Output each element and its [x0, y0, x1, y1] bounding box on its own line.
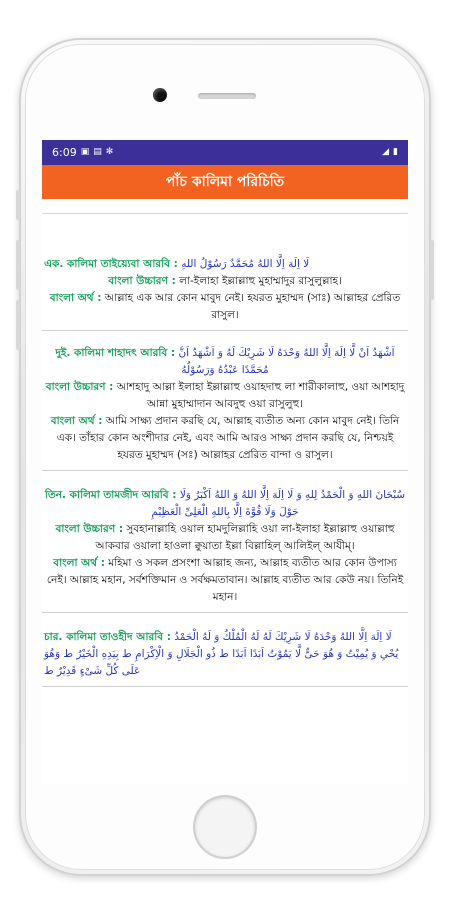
kalima-card-4[interactable]: [42, 613, 408, 687]
app-title: পাঁচ কালিমা পরিচিতি: [165, 174, 285, 190]
app-screen: [42, 140, 408, 784]
kalima-title: তিন. কালিমা তামজীদ আরবি :: [44, 489, 177, 501]
settings-notification-icon: ✻: [105, 147, 114, 157]
volume-up-button: [16, 240, 20, 290]
pronunciation-text: আশহাদু আল্লা ইলাহা ইল্লাল্লাহু ওয়াহদাহু লা শারীকালাহু, ওয়া আশহাদু আন্না মুহাম্মাদান আবদুহু ওয়া রাসুলুহু।: [116, 381, 405, 410]
pronunciation-text: সুবহানাল্লাহি ওয়াল হামদুলিল্লাহি ওয়া লা-ইলাহা ইল্লাল্লাহু ওয়াল্লাহু আকবার ওয়ালা হাওলা ক্বুয়াতা ইল্লা বিল্লাহিল্ আলিইল্ আযীম্।: [95, 523, 395, 552]
front-camera: [153, 88, 167, 102]
meaning-label: বাংলা অর্থ :: [53, 557, 105, 569]
pronunciation-text: লা-ইলাহা ইল্লাল্লাহু মুহাম্মাদুর রাসুলুল্লাহ।: [179, 275, 342, 287]
status-time: 6:09: [52, 146, 77, 159]
kalima-list[interactable]: [42, 199, 408, 784]
pronunciation-label: বাংলা উচ্চারণ :: [108, 275, 176, 287]
status-bar: [42, 140, 408, 165]
mute-switch: [16, 190, 20, 220]
app-bar: [42, 165, 408, 199]
earpiece-speaker: [198, 93, 256, 99]
meaning-text: আমি সাক্ষ্য প্রদান করছি যে, আল্লাহ ব্যতীত অন্য কোন মাবুদ নেই। তিনি এক। তাঁহার কোন অংশীদার নেই, এবং আমি আরও সাক্ষ্য প্রদান করছি যে, নিশ্চয়ই হযরত মুহাম্মদ (সঃ) আল্লাহর প্রেরিত বান্দা ও রাসুল।: [56, 415, 400, 461]
kalima-arabic: لَا اِلَهَ اِلَّا اللهُ وَحْدَهُ لَا شَرِيْكَ لَهُ لَهُ الْمُلْكُ وَ لَهُ الْحَمْدُ يُحْىِ وَ يُمِيْتُ وَ هُوَ حَىٌّ لَّا يَمُوْتُ اَبَدًا اَبَدًا ط ذُو الْجَلَالِ وَ الْاِكْرَامِ ط بِيَدِهِ الْخَيْرُ ط وَهُوَ عَلَى كُلِّ شَىْءٍ قَدِيْرٌ ط: [44, 631, 399, 677]
battery-icon: ▮: [393, 147, 398, 157]
kalima-arabic: اَشْهَدُ اَنْ لَّا اِلَهَ اِلَّا اللهُ وَحْدَهُ لَا شَرِيْكَ لَهُ وَ اَشْهَدُ اَنَّ مُحَمَّدًا عَبْدُهُ وَرَسُوْلُهُ: [178, 347, 395, 376]
kalima-arabic: لَا اِلَهَ اِلَّا اللهُ مُحَمَّدٌ رَسُوْلُ اللهِ: [181, 258, 310, 270]
kalima-card-2[interactable]: [42, 331, 408, 471]
home-button[interactable]: [195, 797, 255, 857]
kalima-title: দুই. কালিমা শাহাদৎ আরবি :: [55, 347, 176, 359]
volume-down-button: [16, 300, 20, 350]
image-notification-icon: ▣: [80, 147, 90, 157]
power-button: [430, 240, 434, 300]
meaning-label: বাংলা অর্থ :: [50, 415, 103, 427]
kalima-arabic: سُبْحَانَ اللهِ وَ الْحَمْدُ لِلهِ وَ لَا اِلَهَ اِلَّا اللهُ وَ اللهُ اَكْبَرُ وَلَا حَوْلَ وَلَا قُوَّةَ اِلَّا بِاللهِ الْعَلِىِّ الْعَظِيْمِ: [151, 489, 406, 518]
kalima-title: চার. কালিমা তাওহীদ আরবি :: [44, 631, 171, 643]
meaning-text: মহিমা ও সকল প্রসংশা আল্লাহ জন্য, আল্লাহ ব্যতীত আর কোন উপাস্য নেই। আল্লাহ মহান, সর্বশক্তিমান ও সর্বক্ষমতাবান। আল্লাহ ব্যতীত আর কেউ নয়। তিনিই মহান।: [46, 557, 404, 603]
app-notification-icon: ▤: [93, 147, 102, 157]
kalima-card-1[interactable]: [42, 214, 408, 331]
meaning-label: বাংলা অর্থ :: [49, 292, 102, 304]
pronunciation-label: বাংলা উচ্চারণ :: [55, 523, 124, 535]
kalima-title: এক. কালিমা তাইয়্যেবা আরবি :: [44, 258, 178, 270]
meaning-text: আল্লাহ এক আর কোন মাবুদ নেই। হযরত মুহাম্মদ (সাঃ) আল্লাহর প্রেরিত রাসুল।: [104, 292, 401, 321]
list-top-divider: [42, 199, 408, 214]
kalima-card-3[interactable]: [42, 471, 408, 613]
signal-icon: ◢: [382, 147, 390, 157]
pronunciation-label: বাংলা উচ্চারণ :: [45, 381, 114, 393]
